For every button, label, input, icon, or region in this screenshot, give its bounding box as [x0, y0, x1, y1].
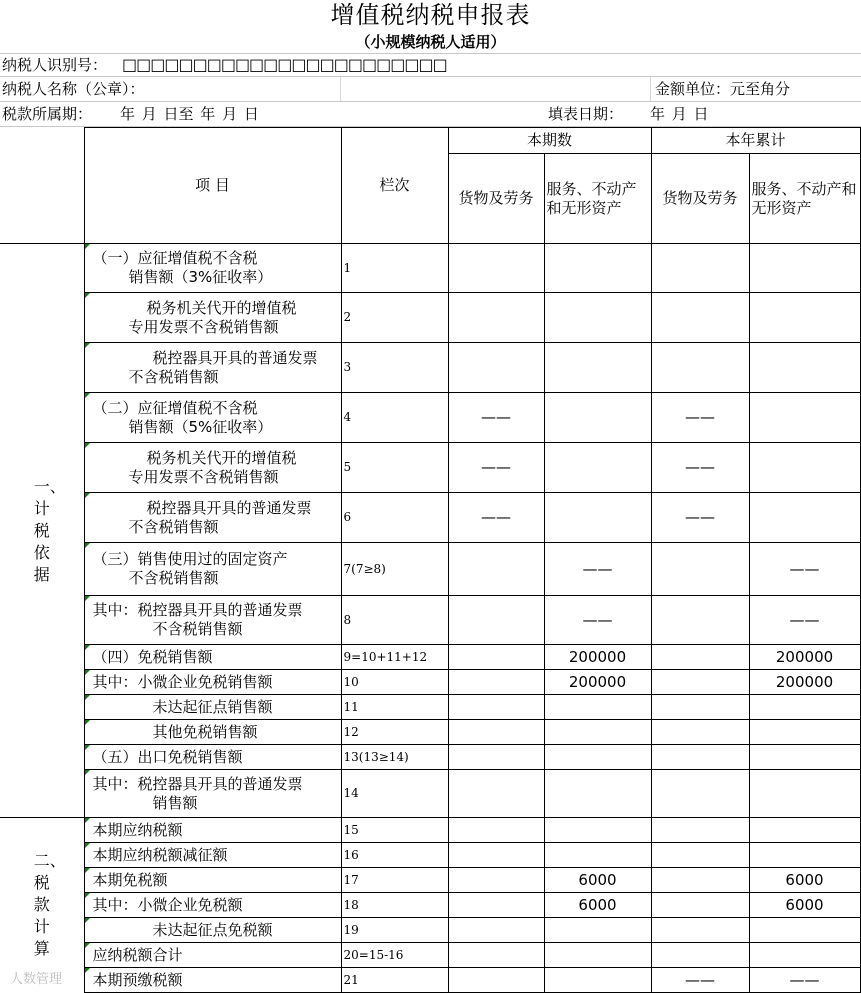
- value-cell-g2[interactable]: [651, 343, 749, 393]
- value-cell-g1[interactable]: [448, 770, 544, 818]
- value-cell-g1[interactable]: ——: [448, 443, 544, 493]
- declaration-table: [0, 127, 861, 993]
- row-item-label: [84, 968, 341, 993]
- current-period-header: 本期数: [448, 128, 651, 154]
- value-cell-s1[interactable]: [544, 720, 651, 745]
- cell-marker-icon: [85, 493, 90, 498]
- form-title: 增值税纳税申报表: [330, 1, 531, 29]
- row-col-number: 21: [341, 968, 448, 993]
- value-cell-g2[interactable]: [651, 893, 749, 918]
- row-item-line: 其他免税销售额: [152, 722, 258, 741]
- section-label-text: 二、税款计算: [33, 851, 66, 959]
- row-col-number: 8: [341, 596, 448, 645]
- amount-unit: 金额单位：元至角分: [655, 80, 791, 98]
- row-item-line: 税务机关代开的增值税: [146, 448, 297, 467]
- table-row: [0, 393, 860, 443]
- row-item-label: [84, 393, 341, 443]
- value-cell-s1[interactable]: ——: [544, 543, 651, 596]
- row-item-line: （五）出口免税销售额: [92, 747, 243, 766]
- row-item-line: 其中：税控器具开具的普通发票: [92, 601, 303, 619]
- table-row: [0, 543, 860, 596]
- row-item-line: 税务机关代开的增值税: [146, 298, 297, 317]
- row-col-number: 20=15-16: [341, 943, 448, 968]
- divider: [340, 77, 341, 101]
- row-item-label: [84, 244, 341, 293]
- row-col-number: 13(13≥14): [341, 745, 448, 770]
- cell-marker-icon: [85, 968, 90, 973]
- row-col-number: 11: [341, 695, 448, 720]
- value-cell-g1[interactable]: ——: [448, 493, 544, 543]
- value-cell-g1[interactable]: [448, 943, 544, 968]
- value-cell-s1[interactable]: 200000: [544, 670, 651, 695]
- value-cell-g2[interactable]: [651, 943, 749, 968]
- row-col-number: 6: [341, 493, 448, 543]
- value-cell-s2[interactable]: [749, 443, 860, 493]
- row-item-line: 未达起征点销售额: [152, 697, 273, 716]
- value-cell-g1[interactable]: [448, 670, 544, 695]
- value-cell-s1[interactable]: [544, 745, 651, 770]
- value-cell-g1[interactable]: ——: [448, 393, 544, 443]
- row-item-line: （四）免税销售额: [92, 647, 213, 666]
- form-subtitle: （小规模纳税人适用）: [355, 33, 506, 51]
- divider: [650, 77, 651, 101]
- value-cell-g2[interactable]: [651, 818, 749, 843]
- period-value[interactable]: 年 月 日至 年 月 日: [120, 105, 259, 123]
- row-item-line: （二）应征增值税不含税: [92, 398, 258, 417]
- value-cell-s2[interactable]: [749, 720, 860, 745]
- row-item-line: 销售额: [152, 793, 198, 812]
- row-item-label: [84, 670, 341, 695]
- row-item-line: 专用发票不含税销售额: [128, 317, 279, 336]
- row-item-line: 本期应纳税额: [92, 820, 183, 839]
- row-item-label: [84, 596, 341, 645]
- value-cell-s1[interactable]: [544, 818, 651, 843]
- cell-marker-icon: [85, 818, 90, 823]
- row-item-label: [84, 443, 341, 493]
- value-cell-s2[interactable]: 200000: [749, 670, 860, 695]
- row-item-line: 其中：税控器具开具的普通发票: [92, 774, 303, 793]
- table-row: [0, 918, 860, 943]
- value-cell-g2[interactable]: [651, 543, 749, 596]
- row-item-line: 不含税销售额: [152, 620, 243, 638]
- cell-marker-icon: [85, 943, 90, 948]
- value-cell-s1[interactable]: [544, 343, 651, 393]
- value-cell-g2[interactable]: [651, 720, 749, 745]
- table-row: [0, 968, 860, 993]
- row-col-number: 14: [341, 770, 448, 818]
- row-item-label: [84, 695, 341, 720]
- table-row: [0, 720, 860, 745]
- services-header: 服务、不动产和无形资产: [749, 154, 860, 244]
- value-cell-s1[interactable]: 6000: [544, 893, 651, 918]
- cell-marker-icon: [85, 893, 90, 898]
- value-cell-g2[interactable]: [651, 293, 749, 343]
- row-item-line: 其中：小微企业免税额: [92, 895, 243, 914]
- section-1-label: [0, 244, 84, 818]
- table-row: [0, 818, 860, 843]
- row-item-line: 销售额（5%征收率）: [128, 417, 273, 436]
- row-col-number: 15: [341, 818, 448, 843]
- table-row: [0, 443, 860, 493]
- cell-marker-icon: [85, 645, 90, 650]
- divider: [0, 101, 861, 102]
- table-row: [0, 645, 860, 670]
- value-cell-s2[interactable]: [749, 244, 860, 293]
- row-item-line: 本期免税额: [92, 870, 168, 889]
- row-col-number: 10: [341, 670, 448, 695]
- value-cell-s2[interactable]: ——: [749, 968, 860, 993]
- value-cell-g1[interactable]: [448, 918, 544, 943]
- value-cell-g2[interactable]: [651, 843, 749, 868]
- row-item-label: [84, 868, 341, 893]
- value-cell-g1[interactable]: [448, 720, 544, 745]
- cell-marker-icon: [85, 670, 90, 675]
- cell-marker-icon: [85, 393, 90, 398]
- row-col-number: 1: [341, 244, 448, 293]
- cell-marker-icon: [85, 244, 90, 249]
- value-cell-s1[interactable]: [544, 393, 651, 443]
- cell-marker-icon: [85, 745, 90, 750]
- value-cell-g1[interactable]: [448, 645, 544, 670]
- value-cell-s2[interactable]: [749, 695, 860, 720]
- table-row: [0, 493, 860, 543]
- item-header: 项 目: [84, 128, 341, 244]
- value-cell-s1[interactable]: [544, 695, 651, 720]
- table-row: [0, 596, 860, 645]
- watermark: 人数管理: [10, 972, 63, 987]
- value-cell-s1[interactable]: [544, 770, 651, 818]
- value-cell-g1[interactable]: [448, 343, 544, 393]
- row-col-number: 12: [341, 720, 448, 745]
- row-item-line: 不含税销售额: [128, 569, 219, 587]
- period-label: 税款所属期：: [2, 105, 93, 123]
- table-row: [0, 695, 860, 720]
- row-item-line: （一）应征增值税不含税: [92, 249, 258, 267]
- value-cell-g1[interactable]: [448, 868, 544, 893]
- value-cell-s2[interactable]: 200000: [749, 645, 860, 670]
- row-item-label: [84, 343, 341, 393]
- value-cell-s1[interactable]: [544, 918, 651, 943]
- cell-marker-icon: [85, 843, 90, 848]
- fill-date-label: 填表日期：: [548, 105, 624, 123]
- row-item-line: 本期预缴税额: [92, 970, 183, 989]
- table-row: [0, 343, 860, 393]
- row-item-label: [84, 493, 341, 543]
- value-cell-s1[interactable]: [544, 843, 651, 868]
- value-cell-g2[interactable]: ——: [651, 493, 749, 543]
- value-cell-s2[interactable]: [749, 745, 860, 770]
- value-cell-s2[interactable]: [749, 943, 860, 968]
- cell-marker-icon: [85, 918, 90, 923]
- value-cell-s2[interactable]: [749, 493, 860, 543]
- value-cell-s1[interactable]: [544, 493, 651, 543]
- value-cell-g1[interactable]: [448, 745, 544, 770]
- value-cell-s1[interactable]: [544, 968, 651, 993]
- table-row: [0, 770, 860, 818]
- row-item-line: 销售额（3%征收率）: [128, 268, 273, 286]
- cell-marker-icon: [85, 695, 90, 700]
- row-item-label: [84, 943, 341, 968]
- value-cell-g2[interactable]: [651, 918, 749, 943]
- row-item-label: [84, 645, 341, 670]
- taxpayer-id-label: 纳税人识别号：: [2, 56, 108, 74]
- table-row: [0, 893, 860, 918]
- row-col-number: 17: [341, 868, 448, 893]
- cell-marker-icon: [85, 596, 90, 601]
- row-col-number: 2: [341, 293, 448, 343]
- row-item-line: 应纳税额合计: [92, 945, 183, 964]
- category-header-blank: [0, 128, 84, 244]
- row-item-label: [84, 745, 341, 770]
- table-row: [0, 293, 860, 343]
- value-cell-g1[interactable]: [448, 293, 544, 343]
- row-item-label: [84, 918, 341, 943]
- value-cell-s1[interactable]: [544, 443, 651, 493]
- row-item-line: 未达起征点免税额: [152, 920, 273, 939]
- table-row: [0, 745, 860, 770]
- services-header: 服务、不动产和无形资产: [544, 154, 651, 244]
- value-cell-s1[interactable]: [544, 293, 651, 343]
- value-cell-s2[interactable]: [749, 843, 860, 868]
- cell-marker-icon: [85, 443, 90, 448]
- value-cell-s1[interactable]: [544, 943, 651, 968]
- value-cell-g1[interactable]: [448, 968, 544, 993]
- cell-marker-icon: [85, 343, 90, 348]
- cell-marker-icon: [85, 293, 90, 298]
- row-item-label: [84, 293, 341, 343]
- row-col-number: 9=10+11+12: [341, 645, 448, 670]
- cell-marker-icon: [85, 770, 90, 775]
- row-item-label: [84, 818, 341, 843]
- col-header: 栏次: [341, 128, 448, 244]
- value-cell-s2[interactable]: [749, 293, 860, 343]
- row-col-number: 4: [341, 393, 448, 443]
- value-cell-s2[interactable]: ——: [749, 596, 860, 645]
- value-cell-s2[interactable]: 6000: [749, 893, 860, 918]
- value-cell-g2[interactable]: [651, 770, 749, 818]
- cell-marker-icon: [85, 868, 90, 873]
- value-cell-s1[interactable]: 6000: [544, 868, 651, 893]
- section-2-label: [0, 818, 84, 993]
- row-item-label: [84, 543, 341, 596]
- value-cell-g1[interactable]: [448, 596, 544, 645]
- table-row: [0, 868, 860, 893]
- row-item-line: 不含税销售额: [128, 367, 219, 386]
- value-cell-s2[interactable]: [749, 818, 860, 843]
- value-cell-g2[interactable]: ——: [651, 393, 749, 443]
- value-cell-g1[interactable]: [448, 543, 544, 596]
- goods-header: 货物及劳务: [448, 154, 544, 244]
- year-total-header: 本年累计: [651, 128, 860, 154]
- value-cell-g2[interactable]: [651, 868, 749, 893]
- value-cell-g1[interactable]: [448, 893, 544, 918]
- value-cell-g1[interactable]: [448, 818, 544, 843]
- cell-marker-icon: [85, 720, 90, 725]
- value-cell-g1[interactable]: [448, 843, 544, 868]
- value-cell-g2[interactable]: [651, 695, 749, 720]
- value-cell-g2[interactable]: [651, 244, 749, 293]
- taxpayer-name-label: 纳税人名称（公章）：: [2, 80, 145, 98]
- value-cell-s1[interactable]: 200000: [544, 645, 651, 670]
- value-cell-s2[interactable]: [749, 343, 860, 393]
- table-row: [0, 843, 860, 868]
- row-col-number: 19: [341, 918, 448, 943]
- value-cell-s1[interactable]: [544, 244, 651, 293]
- row-col-number: 3: [341, 343, 448, 393]
- row-item-label: [84, 770, 341, 818]
- table-row: [0, 943, 860, 968]
- value-cell-s2[interactable]: [749, 918, 860, 943]
- row-col-number: 7(7≥8): [341, 543, 448, 596]
- row-item-line: 税控器具开具的普通发票: [146, 498, 312, 517]
- value-cell-s2[interactable]: 6000: [749, 868, 860, 893]
- fill-date-value[interactable]: 年 月 日: [650, 105, 709, 123]
- value-cell-s2[interactable]: ——: [749, 543, 860, 596]
- value-cell-s2[interactable]: [749, 393, 860, 443]
- row-item-line: 本期应纳税额减征额: [92, 845, 228, 864]
- section-label-text: 一、计税依据: [33, 476, 66, 584]
- row-item-line: 税控器具开具的普通发票: [152, 348, 318, 367]
- table-row: [0, 244, 860, 293]
- value-cell-s2[interactable]: [749, 770, 860, 818]
- value-cell-g2[interactable]: [651, 745, 749, 770]
- row-item-line: 专用发票不含税销售额: [128, 467, 279, 486]
- taxpayer-id-boxes[interactable]: □□□□□□□□□□□□□□□□□□□□□□□: [122, 55, 447, 74]
- value-cell-g2[interactable]: ——: [651, 968, 749, 993]
- row-item-label: [84, 893, 341, 918]
- row-item-line: 不含税销售额: [128, 517, 219, 536]
- row-item-line: （三）销售使用过的固定资产: [92, 550, 288, 568]
- row-item-line: 其中：小微企业免税销售额: [92, 672, 273, 691]
- divider: [0, 53, 861, 54]
- value-cell-g2[interactable]: [651, 596, 749, 645]
- goods-header: 货物及劳务: [651, 154, 749, 244]
- cell-marker-icon: [85, 543, 90, 548]
- value-cell-s1[interactable]: ——: [544, 596, 651, 645]
- value-cell-g2[interactable]: ——: [651, 443, 749, 493]
- divider: [0, 76, 861, 77]
- value-cell-g2[interactable]: [651, 645, 749, 670]
- row-col-number: 5: [341, 443, 448, 493]
- value-cell-g1[interactable]: [448, 244, 544, 293]
- row-col-number: 16: [341, 843, 448, 868]
- row-col-number: 18: [341, 893, 448, 918]
- row-item-label: [84, 720, 341, 745]
- value-cell-g1[interactable]: [448, 695, 544, 720]
- value-cell-g2[interactable]: [651, 670, 749, 695]
- table-row: [0, 670, 860, 695]
- row-item-label: [84, 843, 341, 868]
